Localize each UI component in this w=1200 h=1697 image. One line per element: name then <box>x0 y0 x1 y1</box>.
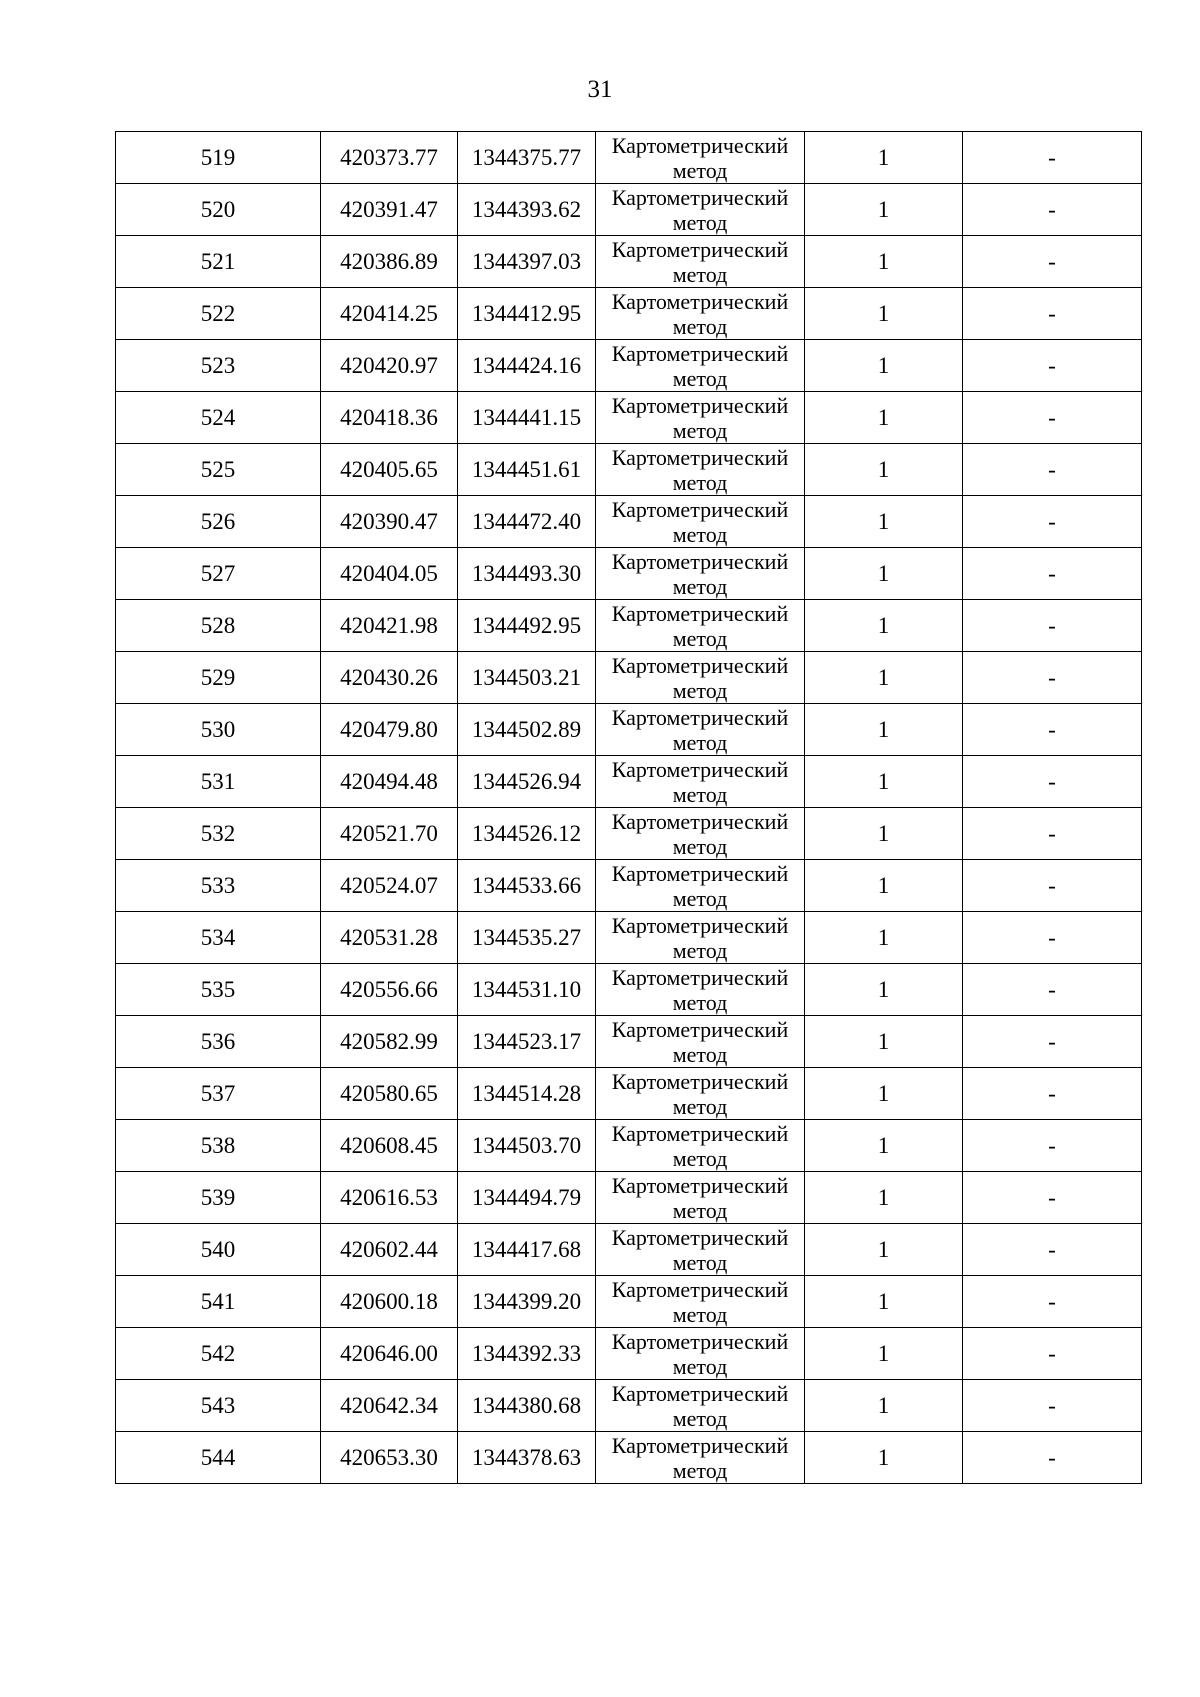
accuracy-cell: 1 <box>805 132 963 184</box>
method-line-2: метод <box>672 158 728 183</box>
x-coordinate-cell: 420386.89 <box>321 236 458 288</box>
method-cell <box>596 600 805 652</box>
accuracy-cell: 1 <box>805 236 963 288</box>
method-cell <box>596 184 805 236</box>
note-cell: - <box>963 392 1142 444</box>
y-coordinate-cell: 1344531.10 <box>458 964 596 1016</box>
method-line-1: Картометрический <box>611 705 789 730</box>
y-coordinate-cell: 1344514.28 <box>458 1068 596 1120</box>
method-line-2: метод <box>672 1302 728 1327</box>
method-cell <box>596 496 805 548</box>
x-coordinate-cell: 420642.34 <box>321 1380 458 1432</box>
x-coordinate-cell: 420582.99 <box>321 1016 458 1068</box>
y-coordinate-cell: 1344503.21 <box>458 652 596 704</box>
coordinates-table-body <box>116 132 1142 1484</box>
x-coordinate-cell: 420420.97 <box>321 340 458 392</box>
accuracy-cell: 1 <box>805 1380 963 1432</box>
point-number-cell: 534 <box>116 912 321 964</box>
table-row <box>116 132 1142 184</box>
note-cell: - <box>963 912 1142 964</box>
note-cell: - <box>963 340 1142 392</box>
table-row <box>116 808 1142 860</box>
table-row <box>116 288 1142 340</box>
method-line-2: метод <box>672 938 728 963</box>
x-coordinate-cell: 420404.05 <box>321 548 458 600</box>
note-cell: - <box>963 964 1142 1016</box>
note-cell: - <box>963 1224 1142 1276</box>
y-coordinate-cell: 1344451.61 <box>458 444 596 496</box>
method-line-1: Картометрический <box>611 1225 789 1250</box>
method-cell <box>596 964 805 1016</box>
method-cell <box>596 808 805 860</box>
y-coordinate-cell: 1344533.66 <box>458 860 596 912</box>
method-line-1: Картометрический <box>611 133 789 158</box>
table-row <box>116 704 1142 756</box>
page-number: 31 <box>587 76 613 103</box>
note-cell: - <box>963 132 1142 184</box>
accuracy-cell: 1 <box>805 392 963 444</box>
note-cell: - <box>963 600 1142 652</box>
point-number-cell: 538 <box>116 1120 321 1172</box>
x-coordinate-cell: 420600.18 <box>321 1276 458 1328</box>
point-number-cell: 527 <box>116 548 321 600</box>
accuracy-cell: 1 <box>805 184 963 236</box>
method-cell <box>596 652 805 704</box>
x-coordinate-cell: 420531.28 <box>321 912 458 964</box>
x-coordinate-cell: 420524.07 <box>321 860 458 912</box>
point-number-cell: 529 <box>116 652 321 704</box>
accuracy-cell: 1 <box>805 1120 963 1172</box>
x-coordinate-cell: 420653.30 <box>321 1432 458 1484</box>
accuracy-cell: 1 <box>805 652 963 704</box>
method-line-1: Картометрический <box>611 913 789 938</box>
table-row <box>116 756 1142 808</box>
note-cell: - <box>963 1120 1142 1172</box>
accuracy-cell: 1 <box>805 1276 963 1328</box>
point-number-cell: 521 <box>116 236 321 288</box>
method-cell <box>596 912 805 964</box>
x-coordinate-cell: 420602.44 <box>321 1224 458 1276</box>
method-line-2: метод <box>672 782 728 807</box>
accuracy-cell: 1 <box>805 860 963 912</box>
y-coordinate-cell: 1344393.62 <box>458 184 596 236</box>
note-cell: - <box>963 1016 1142 1068</box>
method-cell <box>596 1432 805 1484</box>
method-line-1: Картометрический <box>611 237 789 262</box>
accuracy-cell: 1 <box>805 444 963 496</box>
method-line-2: метод <box>672 210 728 235</box>
note-cell: - <box>963 860 1142 912</box>
method-line-2: метод <box>672 262 728 287</box>
method-line-2: метод <box>672 990 728 1015</box>
point-number-cell: 528 <box>116 600 321 652</box>
x-coordinate-cell: 420405.65 <box>321 444 458 496</box>
y-coordinate-cell: 1344424.16 <box>458 340 596 392</box>
y-coordinate-cell: 1344378.63 <box>458 1432 596 1484</box>
point-number-cell: 531 <box>116 756 321 808</box>
y-coordinate-cell: 1344375.77 <box>458 132 596 184</box>
method-line-1: Картометрический <box>611 497 789 522</box>
x-coordinate-cell: 420373.77 <box>321 132 458 184</box>
x-coordinate-cell: 420479.80 <box>321 704 458 756</box>
y-coordinate-cell: 1344503.70 <box>458 1120 596 1172</box>
method-cell <box>596 1172 805 1224</box>
method-line-1: Картометрический <box>611 1329 789 1354</box>
note-cell: - <box>963 1068 1142 1120</box>
table-row <box>116 1432 1142 1484</box>
point-number-cell: 544 <box>116 1432 321 1484</box>
y-coordinate-cell: 1344494.79 <box>458 1172 596 1224</box>
note-cell: - <box>963 236 1142 288</box>
method-line-1: Картометрический <box>611 965 789 990</box>
method-cell <box>596 1016 805 1068</box>
table-row <box>116 496 1142 548</box>
method-cell <box>596 392 805 444</box>
point-number-cell: 523 <box>116 340 321 392</box>
method-cell <box>596 548 805 600</box>
table-row <box>116 1068 1142 1120</box>
method-line-2: метод <box>672 834 728 859</box>
method-cell <box>596 236 805 288</box>
x-coordinate-cell: 420556.66 <box>321 964 458 1016</box>
x-coordinate-cell: 420608.45 <box>321 1120 458 1172</box>
accuracy-cell: 1 <box>805 912 963 964</box>
y-coordinate-cell: 1344472.40 <box>458 496 596 548</box>
method-line-1: Картометрический <box>611 861 789 886</box>
y-coordinate-cell: 1344535.27 <box>458 912 596 964</box>
method-cell <box>596 288 805 340</box>
accuracy-cell: 1 <box>805 600 963 652</box>
method-line-1: Картометрический <box>611 601 789 626</box>
x-coordinate-cell: 420391.47 <box>321 184 458 236</box>
note-cell: - <box>963 1172 1142 1224</box>
table-row <box>116 860 1142 912</box>
x-coordinate-cell: 420580.65 <box>321 1068 458 1120</box>
method-line-2: метод <box>672 730 728 755</box>
method-line-2: метод <box>672 1354 728 1379</box>
table-row <box>116 912 1142 964</box>
x-coordinate-cell: 420646.00 <box>321 1328 458 1380</box>
table-row <box>116 652 1142 704</box>
method-line-2: метод <box>672 314 728 339</box>
table-row <box>116 600 1142 652</box>
method-line-1: Картометрический <box>611 1017 789 1042</box>
method-line-1: Картометрический <box>611 1381 789 1406</box>
coordinates-table <box>115 131 1142 1484</box>
note-cell: - <box>963 1432 1142 1484</box>
note-cell: - <box>963 444 1142 496</box>
y-coordinate-cell: 1344412.95 <box>458 288 596 340</box>
method-line-1: Картометрический <box>611 445 789 470</box>
x-coordinate-cell: 420421.98 <box>321 600 458 652</box>
accuracy-cell: 1 <box>805 1172 963 1224</box>
method-line-2: метод <box>672 1146 728 1171</box>
point-number-cell: 519 <box>116 132 321 184</box>
method-line-2: метод <box>672 418 728 443</box>
note-cell: - <box>963 704 1142 756</box>
accuracy-cell: 1 <box>805 1016 963 1068</box>
method-line-2: метод <box>672 470 728 495</box>
note-cell: - <box>963 184 1142 236</box>
point-number-cell: 542 <box>116 1328 321 1380</box>
point-number-cell: 533 <box>116 860 321 912</box>
method-line-2: метод <box>672 366 728 391</box>
method-cell <box>596 444 805 496</box>
x-coordinate-cell: 420616.53 <box>321 1172 458 1224</box>
accuracy-cell: 1 <box>805 1432 963 1484</box>
method-line-2: метод <box>672 1042 728 1067</box>
note-cell: - <box>963 756 1142 808</box>
note-cell: - <box>963 496 1142 548</box>
method-line-1: Картометрический <box>611 1121 789 1146</box>
method-line-1: Картометрический <box>611 809 789 834</box>
method-cell <box>596 1120 805 1172</box>
method-line-2: метод <box>672 678 728 703</box>
method-line-2: метод <box>672 574 728 599</box>
y-coordinate-cell: 1344399.20 <box>458 1276 596 1328</box>
method-line-1: Картометрический <box>611 289 789 314</box>
x-coordinate-cell: 420414.25 <box>321 288 458 340</box>
method-cell <box>596 1328 805 1380</box>
accuracy-cell: 1 <box>805 808 963 860</box>
point-number-cell: 526 <box>116 496 321 548</box>
accuracy-cell: 1 <box>805 964 963 1016</box>
method-line-1: Картометрический <box>611 757 789 782</box>
point-number-cell: 520 <box>116 184 321 236</box>
y-coordinate-cell: 1344492.95 <box>458 600 596 652</box>
point-number-cell: 541 <box>116 1276 321 1328</box>
note-cell: - <box>963 808 1142 860</box>
point-number-cell: 540 <box>116 1224 321 1276</box>
table-row <box>116 1172 1142 1224</box>
method-cell <box>596 1224 805 1276</box>
method-cell <box>596 860 805 912</box>
y-coordinate-cell: 1344502.89 <box>458 704 596 756</box>
method-line-2: метод <box>672 1406 728 1431</box>
method-line-1: Картометрический <box>611 341 789 366</box>
note-cell: - <box>963 288 1142 340</box>
y-coordinate-cell: 1344493.30 <box>458 548 596 600</box>
point-number-cell: 536 <box>116 1016 321 1068</box>
method-line-1: Картометрический <box>611 653 789 678</box>
y-coordinate-cell: 1344417.68 <box>458 1224 596 1276</box>
method-line-2: метод <box>672 886 728 911</box>
method-line-2: метод <box>672 1198 728 1223</box>
method-cell <box>596 756 805 808</box>
table-row <box>116 340 1142 392</box>
point-number-cell: 537 <box>116 1068 321 1120</box>
accuracy-cell: 1 <box>805 496 963 548</box>
point-number-cell: 535 <box>116 964 321 1016</box>
method-line-2: метод <box>672 1094 728 1119</box>
accuracy-cell: 1 <box>805 756 963 808</box>
accuracy-cell: 1 <box>805 288 963 340</box>
method-line-2: метод <box>672 1250 728 1275</box>
note-cell: - <box>963 548 1142 600</box>
accuracy-cell: 1 <box>805 340 963 392</box>
table-row <box>116 444 1142 496</box>
method-line-1: Картометрический <box>611 393 789 418</box>
accuracy-cell: 1 <box>805 1328 963 1380</box>
x-coordinate-cell: 420418.36 <box>321 392 458 444</box>
point-number-cell: 522 <box>116 288 321 340</box>
y-coordinate-cell: 1344380.68 <box>458 1380 596 1432</box>
point-number-cell: 532 <box>116 808 321 860</box>
method-line-2: метод <box>672 1458 728 1483</box>
y-coordinate-cell: 1344441.15 <box>458 392 596 444</box>
method-line-1: Картометрический <box>611 1433 789 1458</box>
method-line-2: метод <box>672 626 728 651</box>
y-coordinate-cell: 1344397.03 <box>458 236 596 288</box>
note-cell: - <box>963 1328 1142 1380</box>
x-coordinate-cell: 420430.26 <box>321 652 458 704</box>
y-coordinate-cell: 1344523.17 <box>458 1016 596 1068</box>
table-row <box>116 1276 1142 1328</box>
table-row <box>116 1016 1142 1068</box>
method-line-1: Картометрический <box>611 1173 789 1198</box>
table-row <box>116 1328 1142 1380</box>
point-number-cell: 530 <box>116 704 321 756</box>
method-line-1: Картометрический <box>611 1069 789 1094</box>
table-row <box>116 1380 1142 1432</box>
x-coordinate-cell: 420494.48 <box>321 756 458 808</box>
method-cell <box>596 704 805 756</box>
table-row <box>116 964 1142 1016</box>
method-cell <box>596 340 805 392</box>
method-cell <box>596 132 805 184</box>
table-row <box>116 1120 1142 1172</box>
y-coordinate-cell: 1344392.33 <box>458 1328 596 1380</box>
y-coordinate-cell: 1344526.94 <box>458 756 596 808</box>
table-row <box>116 1224 1142 1276</box>
x-coordinate-cell: 420521.70 <box>321 808 458 860</box>
method-line-1: Картометрический <box>611 549 789 574</box>
point-number-cell: 539 <box>116 1172 321 1224</box>
table-row <box>116 548 1142 600</box>
accuracy-cell: 1 <box>805 1224 963 1276</box>
point-number-cell: 525 <box>116 444 321 496</box>
note-cell: - <box>963 652 1142 704</box>
point-number-cell: 524 <box>116 392 321 444</box>
note-cell: - <box>963 1276 1142 1328</box>
table-row <box>116 236 1142 288</box>
table-row <box>116 392 1142 444</box>
y-coordinate-cell: 1344526.12 <box>458 808 596 860</box>
note-cell: - <box>963 1380 1142 1432</box>
method-cell <box>596 1380 805 1432</box>
method-line-1: Картометрический <box>611 185 789 210</box>
method-line-2: метод <box>672 522 728 547</box>
method-cell <box>596 1276 805 1328</box>
x-coordinate-cell: 420390.47 <box>321 496 458 548</box>
point-number-cell: 543 <box>116 1380 321 1432</box>
accuracy-cell: 1 <box>805 1068 963 1120</box>
method-line-1: Картометрический <box>611 1277 789 1302</box>
method-cell <box>596 1068 805 1120</box>
table-row <box>116 184 1142 236</box>
accuracy-cell: 1 <box>805 704 963 756</box>
accuracy-cell: 1 <box>805 548 963 600</box>
